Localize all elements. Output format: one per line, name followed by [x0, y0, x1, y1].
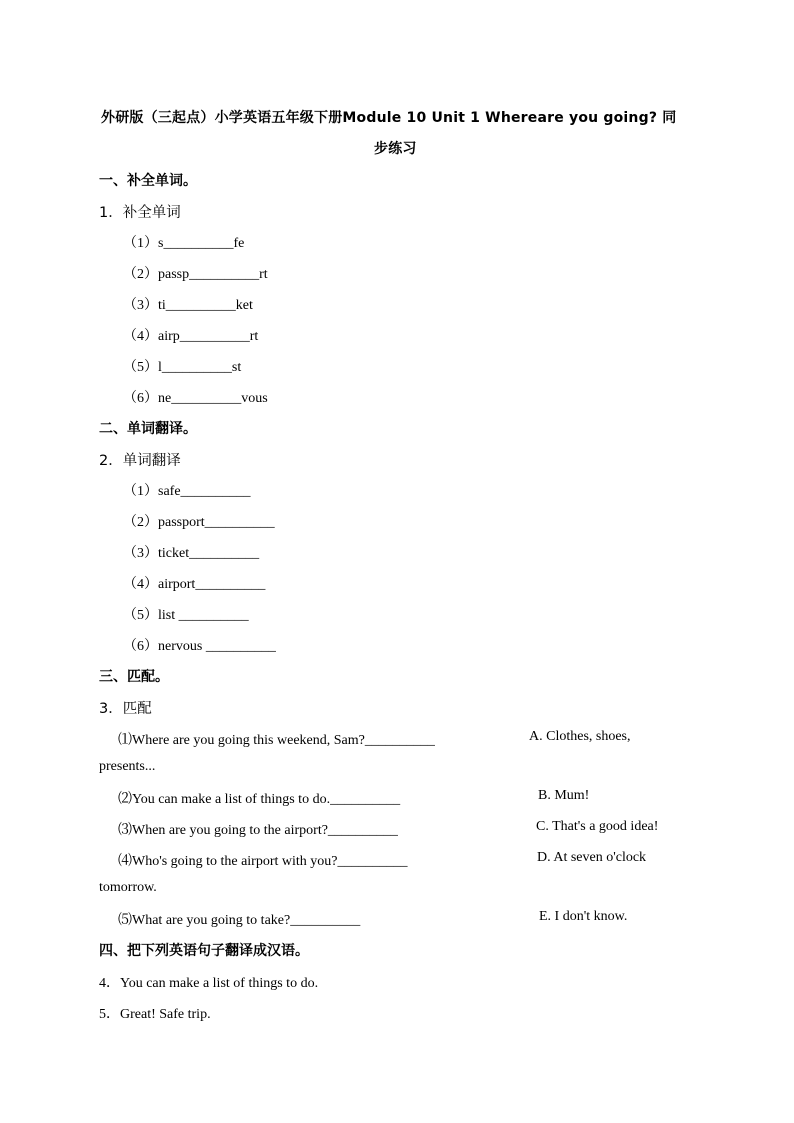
match-left-4: ⑷Who's going to the airport with you?__________: [118, 854, 408, 869]
q2-item-5: （5）list __________: [123, 608, 249, 623]
match-left-5: ⑸What are you going to take?__________: [118, 913, 361, 928]
q2-item-3: （3）ticket__________: [123, 546, 260, 561]
match-wrap-1: presents...: [99, 759, 156, 774]
question-1-heading: 1．补全单词: [99, 205, 181, 221]
match-right-e: E. I don't know.: [539, 909, 628, 924]
q1-item-1: （1）s__________fe: [123, 236, 245, 251]
page-title-continued: 步练习: [374, 141, 417, 157]
q2-item-4: （4）airport__________: [123, 577, 266, 592]
question-2-heading: 2．单词翻译: [99, 453, 181, 469]
q1-item-3: （3）ti__________ket: [123, 298, 253, 313]
q2-item-1: （1）safe__________: [123, 484, 251, 499]
match-left-3: ⑶When are you going to the airport?__________: [118, 823, 398, 838]
q1-item-4: （4）airp__________rt: [123, 329, 259, 344]
section-heading-2: 二、单词翻译。: [99, 421, 197, 437]
q1-item-5: （5）l__________st: [123, 360, 242, 375]
match-right-a: A. Clothes, shoes,: [529, 729, 631, 744]
question-5: 5．Great! Safe trip.: [99, 1007, 211, 1022]
q1-item-6: （6）ne__________vous: [123, 391, 268, 406]
q2-item-6: （6）nervous __________: [123, 639, 276, 654]
match-left-1: ⑴Where are you going this weekend, Sam?__________: [118, 733, 435, 748]
section-heading-4: 四、把下列英语句子翻译成汉语。: [99, 943, 309, 959]
section-heading-3: 三、匹配。: [99, 669, 169, 685]
match-left-2: ⑵You can make a list of things to do.__________: [118, 792, 401, 807]
match-wrap-4: tomorrow.: [99, 880, 157, 895]
question-3-heading: 3．匹配: [99, 701, 152, 717]
q2-item-2: （2）passport__________: [123, 515, 275, 530]
page-title: 外研版（三起点）小学英语五年级下册Module 10 Unit 1 Whereare you going? 同: [101, 110, 677, 126]
question-4: 4．You can make a list of things to do.: [99, 976, 319, 991]
section-heading-1: 一、补全单词。: [99, 173, 197, 189]
match-right-b: B. Mum!: [538, 788, 590, 803]
q1-item-2: （2）passp__________rt: [123, 267, 268, 282]
match-right-d: D. At seven o'clock: [537, 850, 647, 865]
match-right-c: C. That's a good idea!: [536, 819, 659, 834]
